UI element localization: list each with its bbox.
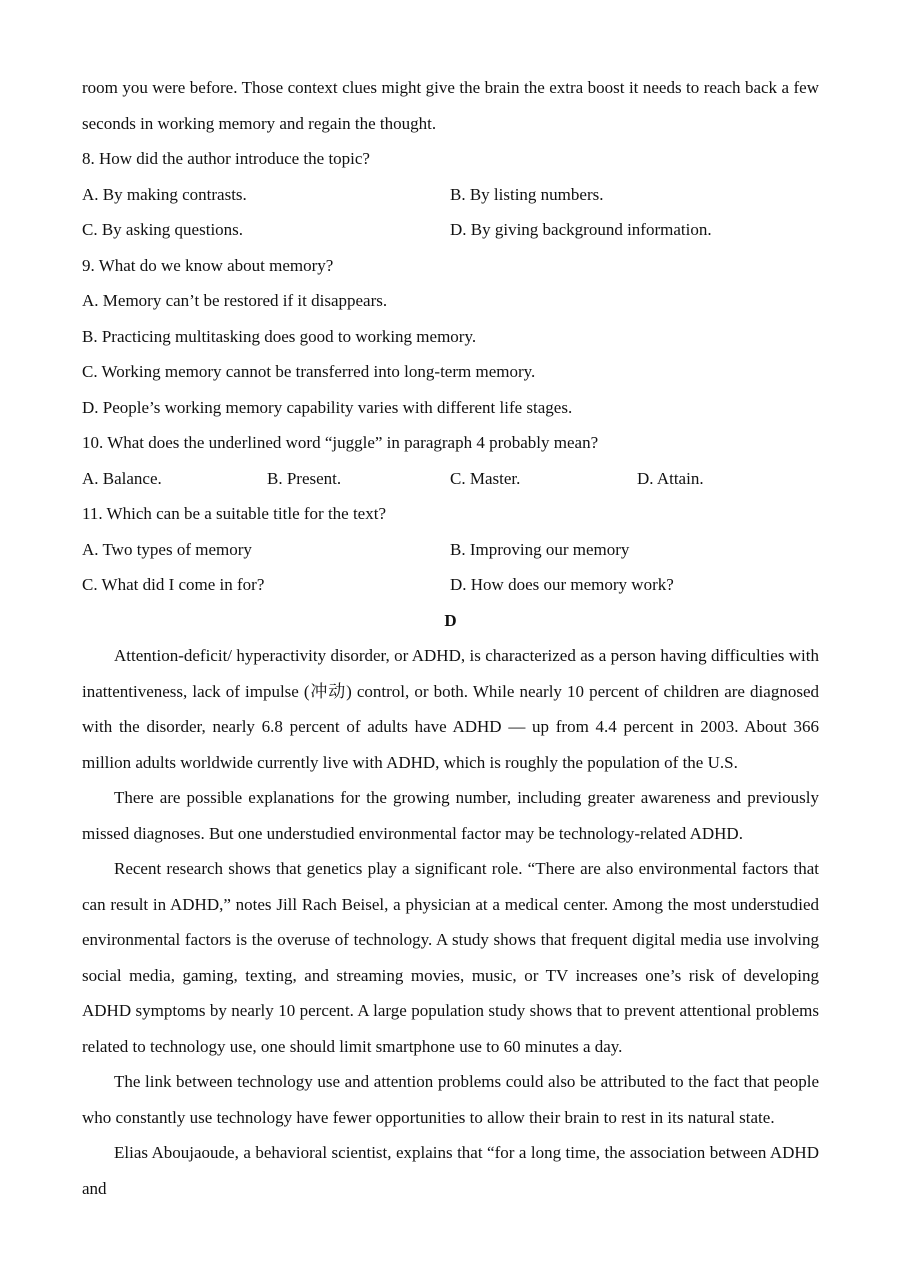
passage-paragraph-4: The link between technology use and attention problems could also be attributed to the fact that people who constantly use technology have fewer opportunities to allow their brain to rest in its natural state. xyxy=(82,1072,819,1127)
question-11-option-b: B. Improving our memory xyxy=(450,539,630,559)
question-10-options-row xyxy=(82,461,819,497)
question-10-option-c: C. Master. xyxy=(450,468,521,488)
passage xyxy=(82,638,819,1206)
passage-paragraph-3: Recent research shows that genetics play a significant role. “There are also environmental factors that can result in ADHD,” notes Jill Rach Beisel, a physician at a medical center. Among the most understudied environmental factors is the overuse of technology. A study shows that frequent digital media use involving social media, gaming, texting, and streaming movies, music, or TV increases one’s risk of developing ADHD symptoms by nearly 10 percent. A large population study shows that to prevent attentional problems related to technology use, one should limit smartphone use to 60 minutes a day. xyxy=(82,859,819,1056)
question-10-option-a: A. Balance. xyxy=(82,468,162,488)
question-11-option-a: A. Two types of memory xyxy=(82,539,252,559)
question-9 xyxy=(82,248,819,426)
question-8-option-c: C. By asking questions. xyxy=(82,220,244,239)
question-8-option-b: B. By listing numbers. xyxy=(450,184,604,204)
question-11 xyxy=(82,496,819,603)
question-8 xyxy=(82,141,819,248)
section-label: D xyxy=(444,610,457,630)
question-8-option-a: A. By making contrasts. xyxy=(82,184,247,204)
question-9-option-d: D. People’s working memory capability varies with different life stages. xyxy=(82,397,573,417)
question-11-option-c: C. What did I come in for? xyxy=(82,575,265,594)
question-10-option-b: B. Present. xyxy=(267,468,342,488)
question-9-text: 9. What do we know about memory? xyxy=(82,255,334,275)
question-9-option-a: A. Memory can’t be restored if it disappears. xyxy=(82,291,388,310)
question-9-option-b: B. Practicing multitasking does good to working memory. xyxy=(82,326,477,346)
passage-paragraph-1: Attention-deficit/ hyperactivity disorder, or ADHD, is characterized as a person having difficulties with inattentiveness, lack of impulse (冲动) control, or both. While nearly 10 percent of children are diagnosed with the disorder, nearly 6.8 percent of adults have ADHD — up from 4.4 percent in 2003. About 366 million adults worldwide currently live with ADHD, which is roughly the population of the U.S. xyxy=(82,646,819,772)
question-9-option-c: C. Working memory cannot be transferred into long-term memory. xyxy=(82,362,536,381)
question-10-option-d: D. Attain. xyxy=(637,468,704,488)
question-8-options-row-1 xyxy=(82,177,819,213)
question-11-options-row-2 xyxy=(82,567,819,603)
passage-paragraph-5: Elias Aboujaoude, a behavioral scientist, explains that “for a long time, the association between ADHD and xyxy=(82,1143,819,1198)
question-10 xyxy=(82,425,819,496)
lead-paragraph: room you were before. Those context clues might give the brain the extra boost it needs to reach back a few seconds in working memory and regain the thought. xyxy=(82,78,819,133)
question-11-text: 11. Which can be a suitable title for the text? xyxy=(82,504,386,523)
question-8-options-row-2 xyxy=(82,212,819,248)
question-11-option-d: D. How does our memory work? xyxy=(450,575,674,594)
question-8-option-d: D. By giving background information. xyxy=(450,220,712,239)
question-10-text: 10. What does the underlined word “juggle” in paragraph 4 probably mean? xyxy=(82,433,599,452)
passage-paragraph-2: There are possible explanations for the growing number, including greater awareness and previously missed diagnoses. But one understudied environmental factor may be technology-related ADHD. xyxy=(82,788,819,843)
question-8-text: 8. How did the author introduce the topic? xyxy=(82,149,370,168)
question-11-options-row-1 xyxy=(82,532,819,568)
